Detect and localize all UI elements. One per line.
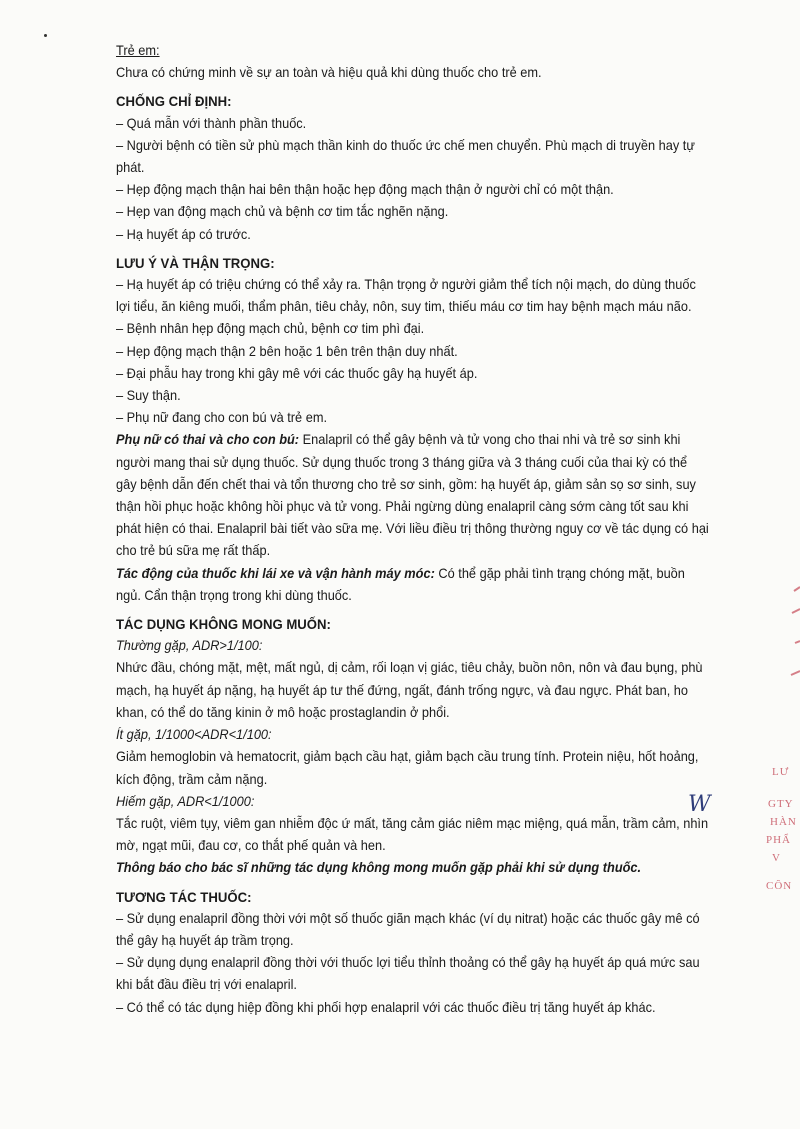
stamp-line: V [772, 852, 781, 864]
stamp-line: PHẨ [766, 834, 792, 846]
pregnancy-text: Enalapril có thể gây bệnh và tử vong cho thai nhi và trẻ sơ sinh khi người mang thai sử dụng thuốc. Sử dụng thuốc trong 3 tháng giữa và 3 tháng cuối của thai kỳ có thể gây bệnh dẫn đến chết thai và tổn thương cho trẻ sơ sinh, gồm: hạ huyết áp, giảm sản sọ sơ sinh, suy thận hồi phục hoặc không hồi phục và tử vong. Phải ngừng dùng enalapril càng sớm càng tốt sau khi phát hiện có thai. Enalapril bài tiết vào sữa mẹ. Với liều điều trị thông thường nguy cơ về tác dụng có hại cho trẻ bú sữa mẹ rất thấp. [116, 432, 709, 559]
scan-dot [44, 34, 47, 37]
company-stamp [758, 756, 800, 906]
uncommon-text: Giảm hemoglobin và hematocrit, giảm bạch cầu hạt, giảm bạch cầu trung tính. Protein niệu, hốt hoảng, kích động, trầm cảm nặng. [116, 749, 699, 787]
list-item: – Hẹp van động mạch chủ và bệnh cơ tim tắc nghẽn nặng. [116, 204, 449, 220]
list-item: – Hạ huyết áp có trước. [116, 226, 251, 242]
pregnancy-paragraph [116, 429, 710, 562]
list-item: – Bệnh nhân hẹp động mạch chủ, bệnh cơ tim phì đại. [116, 321, 425, 337]
common-text: Nhức đầu, chóng mặt, mệt, mất ngủ, dị cảm, rối loạn vị giác, tiêu chảy, buồn nôn, nôn và đau bụng, phù mạch, hạ huyết áp nặng, hạ huyết áp tư thế đứng, ngất, đánh trống ngực, và đau ngực. Phát ban, ho khan, có thể do tăng kinin ở mô hoặc prostaglandin ở phổi. [116, 660, 703, 720]
luu-y-heading: LƯU Ý VÀ THẬN TRỌNG: [116, 254, 275, 271]
pregnancy-label: Phụ nữ có thai và cho con bú: [116, 432, 300, 448]
driving-text: Có thể gặp phải tình trạng chóng mặt, buồn ngủ. Cẩn thận trọng trong khi dùng thuốc. [116, 565, 685, 603]
driving-paragraph [116, 563, 710, 607]
list-item: – Suy thận. [116, 388, 181, 404]
rare-text: Tắc ruột, viêm tụy, viêm gan nhiễm độc ứ mất, tăng cảm giác niêm mạc miệng, quá mẫn, trầm cảm, nhìn mờ, ngạt mũi, đau cơ, co thắt phế quản và hen. [116, 815, 709, 854]
list-item: – Sử dụng enalapril đồng thời với một số thuốc giãn mạch khác (ví dụ nitrat) hoặc các thuốc gây mê có thể gây hạ huyết áp trầm trọng. [116, 910, 700, 948]
tuong-tac-heading: TƯƠNG TÁC THUỐC: [116, 888, 252, 905]
rare-label: Hiếm gặp, ADR<1/1000: [116, 793, 255, 809]
stamp-line: GTY [768, 798, 794, 810]
list-item: – Sử dụng dụng enalapril đồng thời với thuốc lợi tiểu thỉnh thoảng có thể gây hạ huyết áp quá mức sau khi bắt đầu điều trị với enalapril. [116, 955, 700, 993]
list-item: – Quá mẫn với thành phần thuốc. [116, 115, 307, 131]
stamp-fragment-top [786, 583, 800, 703]
tac-dung-heading: TÁC DỤNG KHÔNG MONG MUỐN: [116, 616, 331, 633]
list-item: – Đại phẫu hay trong khi gây mê với các thuốc gây hạ huyết áp. [116, 365, 478, 381]
common-label: Thường gặp, ADR>1/100: [116, 638, 263, 654]
list-item: – Hẹp động mạch thận 2 bên hoặc 1 bên trên thận duy nhất. [116, 343, 458, 359]
stamp-line: CÔN [766, 880, 793, 892]
doctor-notice: Thông báo cho bác sĩ những tác dụng không mong muốn gặp phải khi sử dụng thuốc. [116, 860, 642, 876]
document-page [116, 40, 710, 1019]
driving-label: Tác động của thuốc khi lái xe và vận hành máy móc: [116, 565, 435, 581]
uncommon-label: Ít gặp, 1/1000<ADR<1/100: [116, 727, 272, 743]
handwritten-signature: W [688, 792, 711, 817]
stamp-line: HÀN [770, 816, 797, 828]
tre-em-title: Trẻ em: [116, 43, 160, 58]
list-item: – Hẹp động mạch thận hai bên thận hoặc hẹp động mạch thận ở người chỉ có một thận. [116, 182, 614, 198]
chong-chi-dinh-heading: CHỐNG CHỈ ĐỊNH: [116, 93, 232, 110]
list-item: – Phụ nữ đang cho con bú và trẻ em. [116, 410, 328, 426]
list-item: – Người bệnh có tiền sử phù mạch thần kinh do thuốc ức chế men chuyển. Phù mạch di truyền hay tự phát. [116, 137, 695, 176]
list-item: – Có thể có tác dụng hiệp đồng khi phối hợp enalapril với các thuốc điều trị tăng huyết áp khác. [116, 999, 656, 1015]
tre-em-text: Chưa có chứng minh về sự an toàn và hiệu quả khi dùng thuốc cho trẻ em. [116, 65, 542, 81]
list-item: – Hạ huyết áp có triệu chứng có thể xảy ra. Thận trọng ở người giảm thể tích nội mạch, do dùng thuốc lợi tiểu, ăn kiêng muối, thẩm phân, tiêu chảy, nôn, suy tim, thiếu máu cơ tim hay bệnh mạch máu não. [116, 277, 696, 315]
stamp-line: LƯ [772, 766, 790, 778]
